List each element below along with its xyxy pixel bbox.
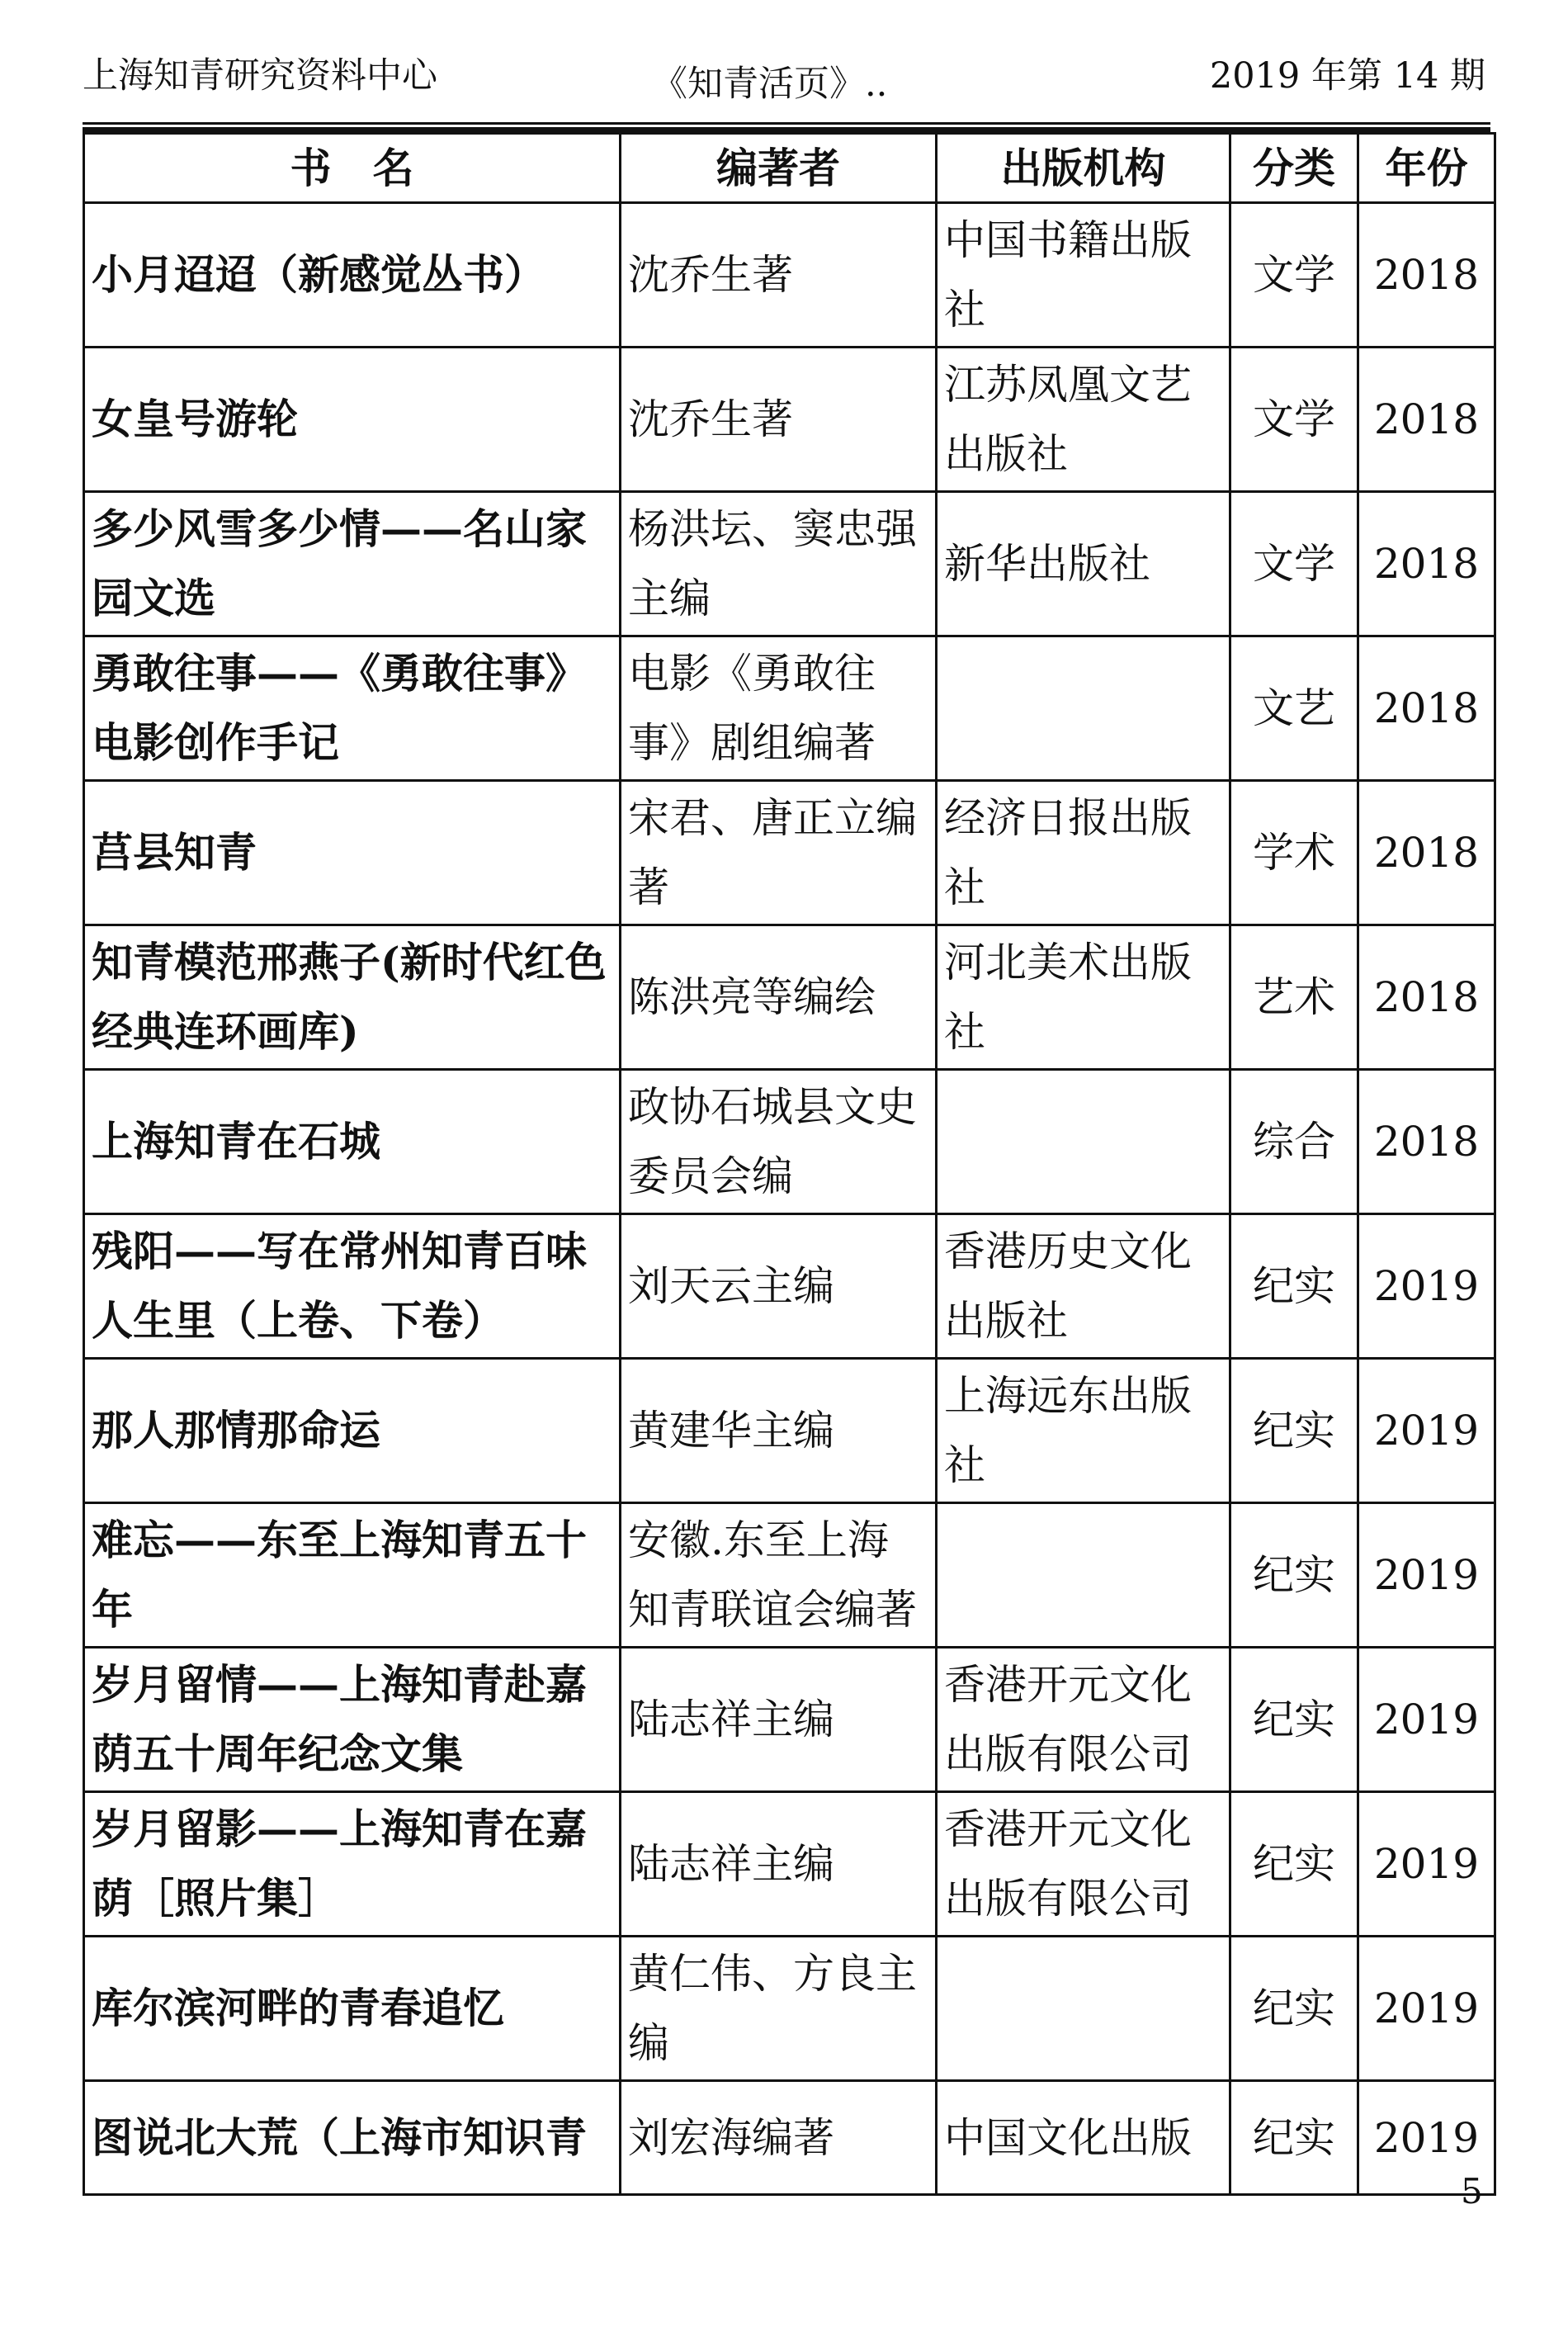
book-title: 女皇号游轮 [84, 348, 621, 492]
book-title: 岁月留影——上海知青在嘉荫［照片集］ [84, 1792, 621, 1937]
table-row [84, 781, 1495, 925]
book-publisher: 香港开元文化出版有限公司 [937, 1648, 1230, 1792]
book-publisher: 香港开元文化出版有限公司 [937, 1792, 1230, 1937]
header-organization: 上海知青研究资料中心 [83, 55, 437, 97]
book-category: 纪实 [1230, 1648, 1358, 1792]
book-year: 2019 [1358, 1359, 1495, 1503]
table-row [84, 1070, 1495, 1214]
book-title: 残阳——写在常州知青百味人生里（上卷、下卷） [84, 1214, 621, 1359]
table-header-row [84, 134, 1495, 203]
book-year: 2019 [1358, 1648, 1495, 1792]
book-category: 文艺 [1230, 636, 1358, 781]
table-row [84, 492, 1495, 636]
header-publication: 《知青活页》.. [652, 64, 888, 105]
book-year: 2019 [1358, 1503, 1495, 1648]
book-publisher: 中国书籍出版社 [937, 203, 1230, 348]
book-author: 刘宏海编著 [621, 2081, 937, 2195]
book-publisher [937, 1937, 1230, 2081]
book-title: 那人那情那命运 [84, 1359, 621, 1503]
table-row [84, 1937, 1495, 2081]
book-year: 2019 [1358, 2081, 1495, 2195]
book-author: 黄仁伟、方良主编 [621, 1937, 937, 2081]
book-category: 文学 [1230, 203, 1358, 348]
book-author: 陆志祥主编 [621, 1648, 937, 1792]
book-year: 2018 [1358, 1070, 1495, 1214]
book-category: 纪实 [1230, 2081, 1358, 2195]
column-header-author: 编著者 [621, 134, 937, 203]
book-author: 陆志祥主编 [621, 1792, 937, 1937]
book-category: 艺术 [1230, 925, 1358, 1070]
book-author: 杨洪坛、窦忠强主编 [621, 492, 937, 636]
book-year: 2018 [1358, 781, 1495, 925]
column-header-title: 书 名 [84, 134, 621, 203]
book-author: 沈乔生著 [621, 203, 937, 348]
table-row [84, 1648, 1495, 1792]
table-row [84, 636, 1495, 781]
book-author: 政协石城县文史委员会编 [621, 1070, 937, 1214]
table-row [84, 1792, 1495, 1937]
book-list-table [83, 132, 1496, 2196]
book-title: 难忘——东至上海知青五十年 [84, 1503, 621, 1648]
book-category: 纪实 [1230, 1359, 1358, 1503]
book-category: 文学 [1230, 492, 1358, 636]
book-category: 纪实 [1230, 1937, 1358, 2081]
book-year: 2018 [1358, 636, 1495, 781]
table-row [84, 1503, 1495, 1648]
header-issue: 2019 年第 14 期 [1209, 55, 1485, 97]
book-author: 沈乔生著 [621, 348, 937, 492]
book-category: 综合 [1230, 1070, 1358, 1214]
book-author: 宋君、唐正立编著 [621, 781, 937, 925]
book-title: 知青模范邢燕子(新时代红色经典连环画库) [84, 925, 621, 1070]
book-category: 文学 [1230, 348, 1358, 492]
book-title: 多少风雪多少情——名山家园文选 [84, 492, 621, 636]
book-year: 2019 [1358, 1937, 1495, 2081]
book-year: 2018 [1358, 203, 1495, 348]
book-publisher [937, 1070, 1230, 1214]
book-category: 纪实 [1230, 1214, 1358, 1359]
book-category: 纪实 [1230, 1503, 1358, 1648]
book-publisher: 河北美术出版社 [937, 925, 1230, 1070]
book-year: 2018 [1358, 492, 1495, 636]
table-row [84, 2081, 1495, 2195]
header-rule-thin [83, 122, 1490, 125]
book-publisher: 江苏凤凰文艺出版社 [937, 348, 1230, 492]
table-row [84, 348, 1495, 492]
book-author: 黄建华主编 [621, 1359, 937, 1503]
book-author: 陈洪亮等编绘 [621, 925, 937, 1070]
table-row [84, 1214, 1495, 1359]
table-row [84, 203, 1495, 348]
table-body [84, 203, 1495, 2195]
book-title: 岁月留情——上海知青赴嘉荫五十周年纪念文集 [84, 1648, 621, 1792]
table-row [84, 1359, 1495, 1503]
page-number: 5 [1461, 2171, 1483, 2211]
book-publisher: 新华出版社 [937, 492, 1230, 636]
page-header [83, 48, 1485, 106]
book-title: 莒县知青 [84, 781, 621, 925]
book-publisher: 经济日报出版社 [937, 781, 1230, 925]
table-row [84, 925, 1495, 1070]
book-category: 纪实 [1230, 1792, 1358, 1937]
book-title: 库尔滨河畔的青春追忆 [84, 1937, 621, 2081]
book-year: 2018 [1358, 348, 1495, 492]
column-header-year: 年份 [1358, 134, 1495, 203]
book-publisher [937, 636, 1230, 781]
book-title: 小月迢迢（新感觉丛书） [84, 203, 621, 348]
column-header-publisher: 出版机构 [937, 134, 1230, 203]
book-publisher: 中国文化出版 [937, 2081, 1230, 2195]
book-year: 2019 [1358, 1214, 1495, 1359]
column-header-category: 分类 [1230, 134, 1358, 203]
book-author: 刘天云主编 [621, 1214, 937, 1359]
book-publisher: 香港历史文化出版社 [937, 1214, 1230, 1359]
book-year: 2019 [1358, 1792, 1495, 1937]
book-author: 电影《勇敢往事》剧组编著 [621, 636, 937, 781]
book-title: 图说北大荒（上海市知识青 [84, 2081, 621, 2195]
book-title: 上海知青在石城 [84, 1070, 621, 1214]
book-category: 学术 [1230, 781, 1358, 925]
book-publisher [937, 1503, 1230, 1648]
book-author: 安徽.东至上海知青联谊会编著 [621, 1503, 937, 1648]
book-year: 2018 [1358, 925, 1495, 1070]
book-title: 勇敢往事——《勇敢往事》电影创作手记 [84, 636, 621, 781]
book-publisher: 上海远东出版社 [937, 1359, 1230, 1503]
